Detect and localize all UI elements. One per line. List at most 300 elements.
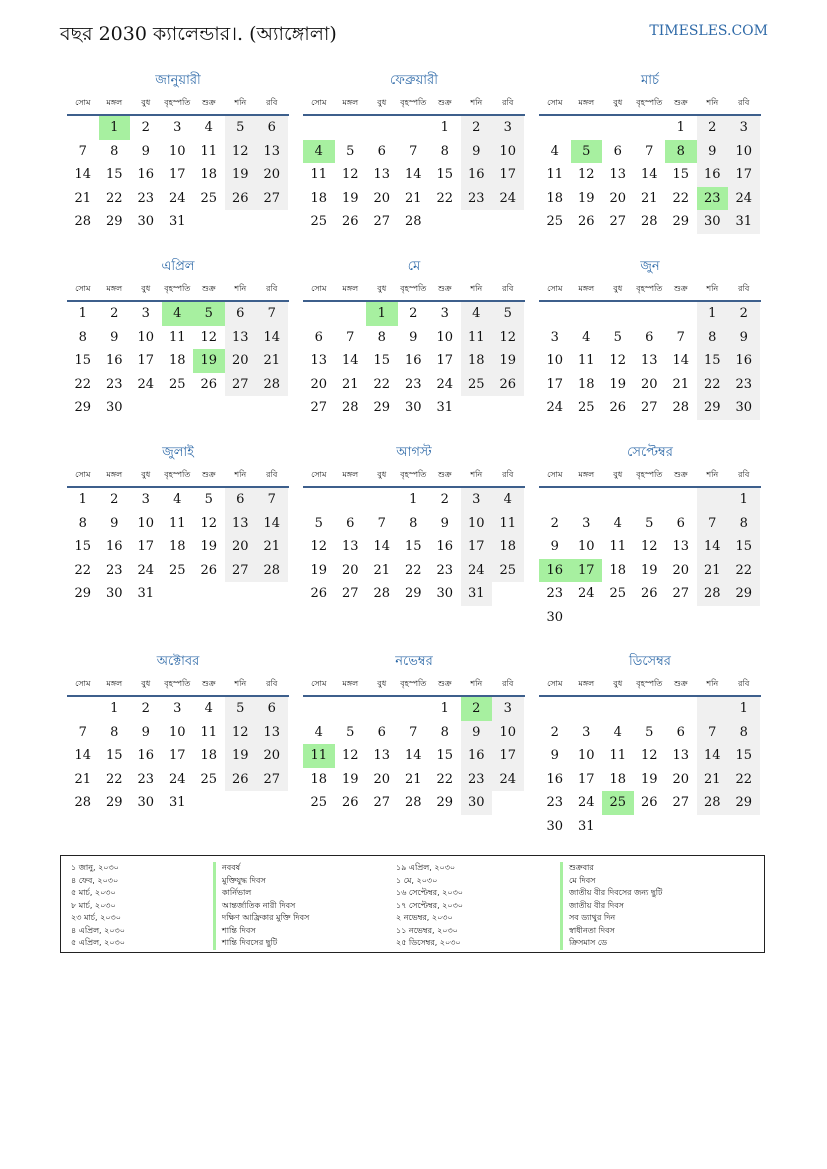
day-cell[interactable]: 11 xyxy=(168,515,186,531)
day-cell[interactable]: 30 xyxy=(105,586,123,601)
day-cell[interactable]: 7 xyxy=(256,488,288,512)
day-cell[interactable]: 5 xyxy=(346,143,355,159)
day-cell[interactable]: 25 xyxy=(200,190,218,206)
day-cell[interactable]: 30 xyxy=(697,210,729,234)
day-cell[interactable]: 30 xyxy=(105,400,123,415)
day-cell[interactable]: 21 xyxy=(341,376,359,392)
day-cell[interactable]: 11 xyxy=(303,744,335,768)
day-cell[interactable]: 5 xyxy=(225,116,257,140)
day-cell[interactable]: 12 xyxy=(200,329,218,345)
day-cell[interactable]: 1 xyxy=(366,302,398,326)
day-cell[interactable]: 29 xyxy=(728,582,760,606)
day-cell[interactable]: 4 xyxy=(162,302,194,326)
day-cell[interactable]: 21 xyxy=(256,535,288,559)
day-cell[interactable]: 24 xyxy=(577,586,595,601)
site-link[interactable]: TIMESLES.COM xyxy=(649,23,768,39)
day-cell[interactable]: 27 xyxy=(609,214,627,229)
day-cell[interactable]: 22 xyxy=(728,768,760,792)
day-cell[interactable]: 30 xyxy=(461,791,493,815)
day-cell[interactable]: 1 xyxy=(676,120,685,135)
day-cell[interactable]: 1 xyxy=(78,306,87,321)
day-cell[interactable]: 2 xyxy=(141,120,150,135)
day-cell[interactable]: 7 xyxy=(78,143,87,159)
day-cell[interactable]: 19 xyxy=(225,744,257,768)
day-cell[interactable]: 26 xyxy=(640,795,658,810)
day-cell[interactable]: 30 xyxy=(137,795,155,810)
day-cell[interactable]: 16 xyxy=(697,163,729,187)
day-cell[interactable]: 3 xyxy=(492,697,524,721)
day-cell[interactable]: 15 xyxy=(728,535,760,559)
day-cell[interactable]: 12 xyxy=(310,539,328,554)
day-cell[interactable]: 1 xyxy=(697,302,729,326)
day-cell[interactable]: 2 xyxy=(440,492,449,507)
day-cell[interactable]: 10 xyxy=(577,748,595,763)
day-cell[interactable]: 24 xyxy=(168,190,186,206)
day-cell[interactable]: 4 xyxy=(204,120,213,135)
day-cell[interactable]: 24 xyxy=(168,771,186,787)
day-cell[interactable]: 17 xyxy=(168,167,186,182)
day-cell[interactable]: 21 xyxy=(672,376,690,392)
day-cell[interactable]: 23 xyxy=(697,187,729,211)
day-cell[interactable]: 26 xyxy=(640,586,658,601)
day-cell[interactable]: 13 xyxy=(225,326,257,350)
day-cell[interactable]: 18 xyxy=(546,190,564,206)
day-cell[interactable]: 6 xyxy=(314,329,323,345)
day-cell[interactable]: 19 xyxy=(577,190,595,206)
day-cell[interactable]: 17 xyxy=(137,539,155,554)
day-cell[interactable]: 30 xyxy=(728,396,760,420)
day-cell[interactable]: 25 xyxy=(492,559,524,583)
day-cell[interactable]: 29 xyxy=(373,400,391,415)
day-cell[interactable]: 6 xyxy=(256,116,288,140)
day-cell[interactable]: 15 xyxy=(74,539,92,554)
day-cell[interactable]: 6 xyxy=(645,329,654,345)
day-cell[interactable]: 16 xyxy=(137,167,155,182)
day-cell[interactable]: 20 xyxy=(672,771,690,787)
day-cell[interactable]: 27 xyxy=(225,559,257,583)
day-cell[interactable]: 20 xyxy=(310,376,328,392)
day-cell[interactable]: 26 xyxy=(225,187,257,211)
day-cell[interactable]: 23 xyxy=(105,376,123,392)
day-cell[interactable]: 24 xyxy=(492,768,524,792)
day-cell[interactable]: 12 xyxy=(577,167,595,182)
day-cell[interactable]: 6 xyxy=(256,697,288,721)
day-cell[interactable]: 26 xyxy=(492,373,524,397)
day-cell[interactable]: 19 xyxy=(193,349,225,373)
day-cell[interactable]: 3 xyxy=(728,116,760,140)
day-cell[interactable]: 3 xyxy=(461,488,493,512)
day-cell[interactable]: 20 xyxy=(640,376,658,392)
day-cell[interactable]: 24 xyxy=(728,187,760,211)
day-cell[interactable]: 11 xyxy=(546,167,564,182)
day-cell[interactable]: 2 xyxy=(461,116,493,140)
day-cell[interactable]: 25 xyxy=(546,214,564,229)
day-cell[interactable]: 11 xyxy=(461,326,493,350)
day-cell[interactable]: 28 xyxy=(697,791,729,815)
day-cell[interactable]: 19 xyxy=(341,771,359,787)
day-cell[interactable]: 19 xyxy=(310,562,328,578)
day-cell[interactable]: 26 xyxy=(341,214,359,229)
day-cell[interactable]: 22 xyxy=(373,376,391,392)
day-cell[interactable]: 14 xyxy=(404,167,422,182)
day-cell[interactable]: 12 xyxy=(225,140,257,164)
day-cell[interactable]: 7 xyxy=(256,302,288,326)
day-cell[interactable]: 8 xyxy=(665,140,697,164)
day-cell[interactable]: 13 xyxy=(672,748,690,763)
day-cell[interactable]: 22 xyxy=(404,562,422,578)
day-cell[interactable]: 14 xyxy=(640,167,658,182)
day-cell[interactable]: 25 xyxy=(577,400,595,415)
day-cell[interactable]: 10 xyxy=(492,721,524,745)
day-cell[interactable]: 14 xyxy=(373,539,391,554)
day-cell[interactable]: 25 xyxy=(168,376,186,392)
day-cell[interactable]: 3 xyxy=(141,492,150,507)
day-cell[interactable]: 12 xyxy=(609,353,627,368)
day-cell[interactable]: 16 xyxy=(404,353,422,368)
day-cell[interactable]: 20 xyxy=(341,562,359,578)
day-cell[interactable]: 2 xyxy=(110,306,119,321)
day-cell[interactable]: 29 xyxy=(105,214,123,229)
day-cell[interactable]: 26 xyxy=(200,562,218,578)
day-cell[interactable]: 7 xyxy=(697,512,729,536)
day-cell[interactable]: 28 xyxy=(74,214,92,229)
day-cell[interactable]: 31 xyxy=(577,818,595,834)
day-cell[interactable]: 2 xyxy=(550,724,559,740)
day-cell[interactable]: 30 xyxy=(137,214,155,229)
day-cell[interactable]: 1 xyxy=(728,488,760,512)
day-cell[interactable]: 25 xyxy=(310,214,328,229)
day-cell[interactable]: 28 xyxy=(373,586,391,601)
day-cell[interactable]: 23 xyxy=(436,562,454,578)
day-cell[interactable]: 15 xyxy=(436,748,454,763)
day-cell[interactable]: 17 xyxy=(168,748,186,763)
day-cell[interactable]: 1 xyxy=(409,492,418,507)
day-cell[interactable]: 22 xyxy=(74,376,92,392)
day-cell[interactable]: 18 xyxy=(609,771,627,787)
day-cell[interactable]: 16 xyxy=(137,748,155,763)
day-cell[interactable]: 14 xyxy=(404,748,422,763)
day-cell[interactable]: 6 xyxy=(377,143,386,159)
day-cell[interactable]: 23 xyxy=(546,795,564,810)
day-cell[interactable]: 1 xyxy=(99,116,131,140)
day-cell[interactable]: 21 xyxy=(256,349,288,373)
day-cell[interactable]: 25 xyxy=(602,791,634,815)
day-cell[interactable]: 29 xyxy=(105,795,123,810)
day-cell[interactable]: 9 xyxy=(141,724,150,740)
day-cell[interactable]: 23 xyxy=(137,190,155,206)
day-cell[interactable]: 13 xyxy=(373,167,391,182)
day-cell[interactable]: 28 xyxy=(341,400,359,415)
day-cell[interactable]: 24 xyxy=(492,187,524,211)
day-cell[interactable]: 22 xyxy=(105,190,123,206)
day-cell[interactable]: 14 xyxy=(256,512,288,536)
day-cell[interactable]: 22 xyxy=(74,562,92,578)
day-cell[interactable]: 20 xyxy=(225,535,257,559)
day-cell[interactable]: 28 xyxy=(672,400,690,415)
day-cell[interactable]: 15 xyxy=(436,167,454,182)
day-cell[interactable]: 26 xyxy=(310,586,328,601)
day-cell[interactable]: 7 xyxy=(377,515,386,531)
day-cell[interactable]: 23 xyxy=(404,376,422,392)
day-cell[interactable]: 20 xyxy=(609,190,627,206)
day-cell[interactable]: 3 xyxy=(582,724,591,740)
day-cell[interactable]: 8 xyxy=(728,721,760,745)
day-cell[interactable]: 22 xyxy=(672,190,690,206)
day-cell[interactable]: 3 xyxy=(440,306,449,321)
day-cell[interactable]: 15 xyxy=(105,748,123,763)
day-cell[interactable]: 22 xyxy=(436,771,454,787)
day-cell[interactable]: 27 xyxy=(373,795,391,810)
day-cell[interactable]: 28 xyxy=(74,795,92,810)
day-cell[interactable]: 26 xyxy=(577,214,595,229)
day-cell[interactable]: 10 xyxy=(546,353,564,368)
day-cell[interactable]: 4 xyxy=(582,329,591,345)
day-cell[interactable]: 19 xyxy=(492,349,524,373)
day-cell[interactable]: 12 xyxy=(640,539,658,554)
day-cell[interactable]: 12 xyxy=(341,748,359,763)
day-cell[interactable]: 8 xyxy=(377,329,386,345)
day-cell[interactable]: 27 xyxy=(341,586,359,601)
day-cell[interactable]: 21 xyxy=(404,190,422,206)
day-cell[interactable]: 21 xyxy=(74,190,92,206)
day-cell[interactable]: 19 xyxy=(200,539,218,554)
day-cell[interactable]: 4 xyxy=(461,302,493,326)
day-cell[interactable]: 7 xyxy=(697,721,729,745)
day-cell[interactable]: 8 xyxy=(78,515,87,531)
day-cell[interactable]: 7 xyxy=(409,143,418,159)
day-cell[interactable]: 18 xyxy=(577,376,595,392)
day-cell[interactable]: 27 xyxy=(672,795,690,810)
day-cell[interactable]: 14 xyxy=(341,353,359,368)
day-cell[interactable]: 1 xyxy=(728,697,760,721)
day-cell[interactable]: 11 xyxy=(200,724,218,740)
day-cell[interactable]: 8 xyxy=(78,329,87,345)
day-cell[interactable]: 31 xyxy=(168,214,186,229)
day-cell[interactable]: 17 xyxy=(492,744,524,768)
day-cell[interactable]: 1 xyxy=(440,701,449,716)
day-cell[interactable]: 10 xyxy=(436,329,454,345)
day-cell[interactable]: 8 xyxy=(110,143,119,159)
day-cell[interactable]: 10 xyxy=(492,140,524,164)
day-cell[interactable]: 9 xyxy=(461,140,493,164)
day-cell[interactable]: 22 xyxy=(436,190,454,206)
day-cell[interactable]: 16 xyxy=(539,559,571,583)
day-cell[interactable]: 5 xyxy=(193,302,225,326)
day-cell[interactable]: 14 xyxy=(672,353,690,368)
day-cell[interactable]: 13 xyxy=(609,167,627,182)
day-cell[interactable]: 31 xyxy=(461,582,493,606)
day-cell[interactable]: 2 xyxy=(728,302,760,326)
day-cell[interactable]: 16 xyxy=(546,771,564,787)
day-cell[interactable]: 29 xyxy=(74,586,92,601)
day-cell[interactable]: 10 xyxy=(137,329,155,345)
day-cell[interactable]: 20 xyxy=(225,349,257,373)
day-cell[interactable]: 13 xyxy=(341,539,359,554)
day-cell[interactable]: 7 xyxy=(346,329,355,345)
day-cell[interactable]: 4 xyxy=(204,701,213,716)
day-cell[interactable]: 8 xyxy=(440,724,449,740)
day-cell[interactable]: 13 xyxy=(640,353,658,368)
day-cell[interactable]: 10 xyxy=(728,140,760,164)
day-cell[interactable]: 19 xyxy=(640,771,658,787)
day-cell[interactable]: 21 xyxy=(74,771,92,787)
day-cell[interactable]: 12 xyxy=(640,748,658,763)
day-cell[interactable]: 28 xyxy=(404,214,422,229)
day-cell[interactable]: 27 xyxy=(373,214,391,229)
day-cell[interactable]: 15 xyxy=(105,167,123,182)
day-cell[interactable]: 5 xyxy=(613,329,622,345)
day-cell[interactable]: 6 xyxy=(346,515,355,531)
day-cell[interactable]: 20 xyxy=(672,562,690,578)
day-cell[interactable]: 9 xyxy=(409,329,418,345)
day-cell[interactable]: 9 xyxy=(697,140,729,164)
day-cell[interactable]: 2 xyxy=(141,701,150,716)
day-cell[interactable]: 13 xyxy=(225,512,257,536)
day-cell[interactable]: 18 xyxy=(200,167,218,182)
day-cell[interactable]: 27 xyxy=(225,373,257,397)
day-cell[interactable]: 8 xyxy=(697,326,729,350)
day-cell[interactable]: 27 xyxy=(256,768,288,792)
day-cell[interactable]: 1 xyxy=(78,492,87,507)
day-cell[interactable]: 2 xyxy=(697,116,729,140)
day-cell[interactable]: 17 xyxy=(546,376,564,392)
day-cell[interactable]: 30 xyxy=(404,400,422,415)
day-cell[interactable]: 25 xyxy=(310,795,328,810)
day-cell[interactable]: 6 xyxy=(225,488,257,512)
day-cell[interactable]: 5 xyxy=(225,697,257,721)
day-cell[interactable]: 26 xyxy=(225,768,257,792)
day-cell[interactable]: 12 xyxy=(492,326,524,350)
day-cell[interactable]: 5 xyxy=(492,302,524,326)
day-cell[interactable]: 28 xyxy=(256,373,288,397)
day-cell[interactable]: 19 xyxy=(609,376,627,392)
day-cell[interactable]: 3 xyxy=(141,306,150,321)
day-cell[interactable]: 16 xyxy=(105,539,123,554)
day-cell[interactable]: 23 xyxy=(137,771,155,787)
day-cell[interactable]: 20 xyxy=(256,163,288,187)
day-cell[interactable]: 14 xyxy=(74,167,92,182)
day-cell[interactable]: 11 xyxy=(609,539,627,554)
day-cell[interactable]: 3 xyxy=(173,120,182,135)
day-cell[interactable]: 6 xyxy=(225,302,257,326)
day-cell[interactable]: 13 xyxy=(256,721,288,745)
day-cell[interactable]: 26 xyxy=(200,376,218,392)
day-cell[interactable]: 21 xyxy=(373,562,391,578)
day-cell[interactable]: 10 xyxy=(577,539,595,554)
day-cell[interactable]: 8 xyxy=(440,143,449,159)
day-cell[interactable]: 26 xyxy=(609,400,627,415)
day-cell[interactable]: 29 xyxy=(697,396,729,420)
day-cell[interactable]: 2 xyxy=(110,492,119,507)
day-cell[interactable]: 31 xyxy=(137,586,155,601)
day-cell[interactable]: 30 xyxy=(546,609,564,625)
day-cell[interactable]: 9 xyxy=(110,329,119,345)
day-cell[interactable]: 7 xyxy=(78,724,87,740)
day-cell[interactable]: 3 xyxy=(582,515,591,531)
day-cell[interactable]: 17 xyxy=(577,771,595,787)
day-cell[interactable]: 9 xyxy=(550,748,559,763)
day-cell[interactable]: 4 xyxy=(550,143,559,159)
day-cell[interactable]: 28 xyxy=(697,582,729,606)
day-cell[interactable]: 12 xyxy=(225,721,257,745)
day-cell[interactable]: 14 xyxy=(256,326,288,350)
day-cell[interactable]: 20 xyxy=(373,190,391,206)
day-cell[interactable]: 24 xyxy=(436,376,454,392)
day-cell[interactable]: 1 xyxy=(110,701,119,716)
day-cell[interactable]: 11 xyxy=(492,512,524,536)
day-cell[interactable]: 9 xyxy=(728,326,760,350)
day-cell[interactable]: 3 xyxy=(173,701,182,716)
day-cell[interactable]: 24 xyxy=(461,559,493,583)
day-cell[interactable]: 9 xyxy=(110,515,119,531)
day-cell[interactable]: 21 xyxy=(697,768,729,792)
day-cell[interactable]: 9 xyxy=(141,143,150,159)
day-cell[interactable]: 15 xyxy=(672,167,690,182)
day-cell[interactable]: 23 xyxy=(461,187,493,211)
day-cell[interactable]: 11 xyxy=(200,143,218,159)
day-cell[interactable]: 31 xyxy=(436,400,454,415)
day-cell[interactable]: 15 xyxy=(728,744,760,768)
day-cell[interactable]: 16 xyxy=(105,353,123,368)
day-cell[interactable]: 6 xyxy=(613,143,622,159)
day-cell[interactable]: 15 xyxy=(373,353,391,368)
day-cell[interactable]: 29 xyxy=(436,795,454,810)
day-cell[interactable]: 16 xyxy=(728,349,760,373)
day-cell[interactable]: 18 xyxy=(492,535,524,559)
day-cell[interactable]: 22 xyxy=(728,559,760,583)
day-cell[interactable]: 24 xyxy=(546,400,564,415)
day-cell[interactable]: 9 xyxy=(440,515,449,531)
day-cell[interactable]: 4 xyxy=(613,724,622,740)
day-cell[interactable]: 31 xyxy=(168,795,186,810)
day-cell[interactable]: 5 xyxy=(204,492,213,507)
day-cell[interactable]: 31 xyxy=(728,210,760,234)
day-cell[interactable]: 30 xyxy=(546,818,564,834)
day-cell[interactable]: 18 xyxy=(310,190,328,206)
day-cell[interactable]: 10 xyxy=(461,512,493,536)
day-cell[interactable]: 8 xyxy=(728,512,760,536)
day-cell[interactable]: 7 xyxy=(409,724,418,740)
day-cell[interactable]: 20 xyxy=(256,744,288,768)
day-cell[interactable]: 22 xyxy=(105,771,123,787)
day-cell[interactable]: 11 xyxy=(577,353,595,368)
day-cell[interactable]: 29 xyxy=(404,586,422,601)
day-cell[interactable]: 28 xyxy=(640,214,658,229)
day-cell[interactable]: 18 xyxy=(461,349,493,373)
day-cell[interactable]: 2 xyxy=(409,306,418,321)
day-cell[interactable]: 10 xyxy=(168,724,186,740)
day-cell[interactable]: 6 xyxy=(676,515,685,531)
day-cell[interactable]: 19 xyxy=(640,562,658,578)
day-cell[interactable]: 5 xyxy=(571,140,603,164)
day-cell[interactable]: 25 xyxy=(461,373,493,397)
day-cell[interactable]: 14 xyxy=(74,748,92,763)
day-cell[interactable]: 17 xyxy=(461,535,493,559)
day-cell[interactable]: 29 xyxy=(728,791,760,815)
day-cell[interactable]: 17 xyxy=(137,353,155,368)
day-cell[interactable]: 21 xyxy=(404,771,422,787)
day-cell[interactable]: 1 xyxy=(440,120,449,135)
day-cell[interactable]: 8 xyxy=(110,724,119,740)
day-cell[interactable]: 6 xyxy=(377,724,386,740)
day-cell[interactable]: 29 xyxy=(672,214,690,229)
day-cell[interactable]: 13 xyxy=(672,539,690,554)
day-cell[interactable]: 22 xyxy=(697,373,729,397)
day-cell[interactable]: 4 xyxy=(303,140,335,164)
day-cell[interactable]: 17 xyxy=(492,163,524,187)
day-cell[interactable]: 18 xyxy=(609,562,627,578)
day-cell[interactable]: 10 xyxy=(168,143,186,159)
